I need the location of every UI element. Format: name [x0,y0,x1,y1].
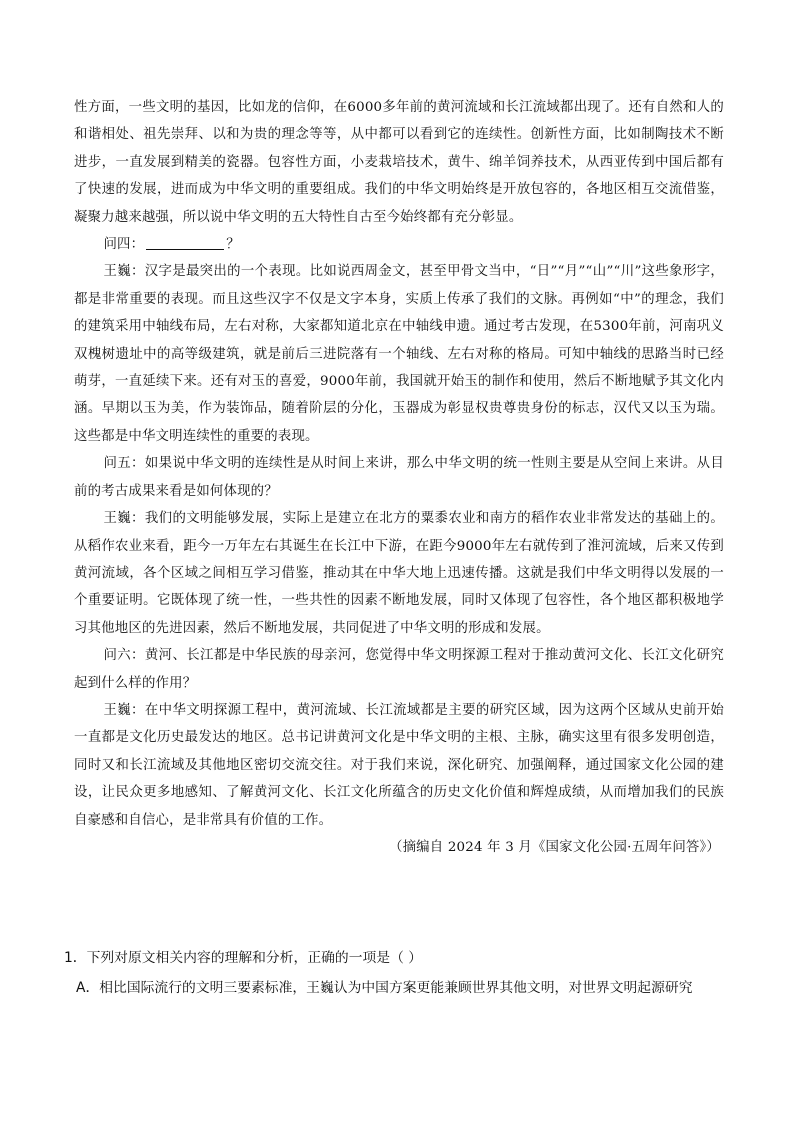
question-four-mark: ？ [226,237,240,253]
article-body [74,94,724,861]
question-six: 问六：黄河、长江都是中华民族的母亲河，您觉得中华文明探源工程对于推动黄河文化、长江文化研究起到什么样的作用？ [74,648,724,691]
source-citation: （摘编自 2024 年 3 月《国家文化公园·五周年问答》） [389,839,720,855]
answer-four: 王巍：汉字是最突出的一个表现。比如说西周金文，甚至甲骨文当中，“日”“月”“山”“川”这些象形字，都是非常重要的表现。而且这些汉字不仅是文字本身，实质上传承了我们的文脉。再例如“中”的理念，我们的建筑采用中轴线布局，左右对称，大家都知道北京在中轴线申遗。通过考古发现，在5300年前，河南巩义双槐树遗址中的高等级建筑，就是前后三进院落有一个轴线、左右对称的格局。可知中轴线的思路当时已经萌芽，一直延续下来。还有对玉的喜爱，9000年前，我国就开始玉的制作和使用，然后不断地赋予其文化内涵。早期以玉为美，作为装饰品，随着阶层的分化，玉器成为彰显权贵尊贵身份的标志，汉代又以玉为瑞。这些都是中华文明连续性的重要的表现。 [74,264,724,444]
option-a: A．相比国际流行的文明三要素标准，王巍认为中国方案更能兼顾世界其他文明，对世界文明起源研究 [76,980,693,996]
answer-six: 王巍：在中华文明探源工程中，黄河流域、长江流域都是主要的研究区域，因为这两个区域从史前开始一直都是文化历史最发达的地区。总书记讲黄河文化是中华文明的主根、主脉，确实这里有很多发明创造，同时又和长江流域及其他地区密切交流交往。对于我们来说，深化研究、加强阐释，通过国家文化公园的建设，让民众更多地感知、了解黄河文化、长江文化所蕴含的历史文化价值和辉煌成绩，从而增加我们的民族自豪感和自信心，是非常具有价值的工作。 [74,702,724,828]
question-1-stem: 1．下列对原文相关内容的理解和分析，正确的一项是（ ） [64,950,423,966]
paragraph-continuation: 性方面，一些文明的基因，比如龙的信仰，在6000多年前的黄河流域和长江流域都出现了。还有自然和人的和谐相处、祖先崇拜、以和为贵的理念等等，从中都可以看到它的连续性。创新性方面，比如制陶技术不断进步，一直发展到精美的瓷器。包容性方面，小麦栽培技术，黄牛、绵羊饲养技术，从西亚传到中国后都有了快速的发展，进而成为中华文明的重要组成。我们的中华文明始终是开放包容的，各地区相互交流借鉴，凝聚力越来越强，所以说中华文明的五大特性自古至今始终都有充分彰显。 [74,100,724,225]
answer-blank [146,235,224,250]
question-four [74,231,724,258]
answer-five: 王巍：我们的文明能够发展，实际上是建立在北方的粟黍农业和南方的稻作农业非常发达的基础上的。从稻作农业来看，距今一万年左右其诞生在长江中下游，在距今9000年左右就传到了淮河流域，后来又传到黄河流域，各个区域之间相互学习借鉴，推动其在中华大地上迅速传播。这就是我们中华文明得以发展的一个重要证明。它既体现了统一性，一些共性的因素不断地发展，同时又体现了包容性，各个地区都积极地学习其他地区的先进因素，然后不断地发展，共同促进了中华文明的形成和发展。 [74,511,724,636]
question-five: 问五：如果说中华文明的连续性是从时间上来讲，那么中华文明的统一性则主要是从空间上来讲。从目前的考古成果来看是如何体现的？ [74,456,724,499]
question-four-label: 问四： [103,237,145,253]
